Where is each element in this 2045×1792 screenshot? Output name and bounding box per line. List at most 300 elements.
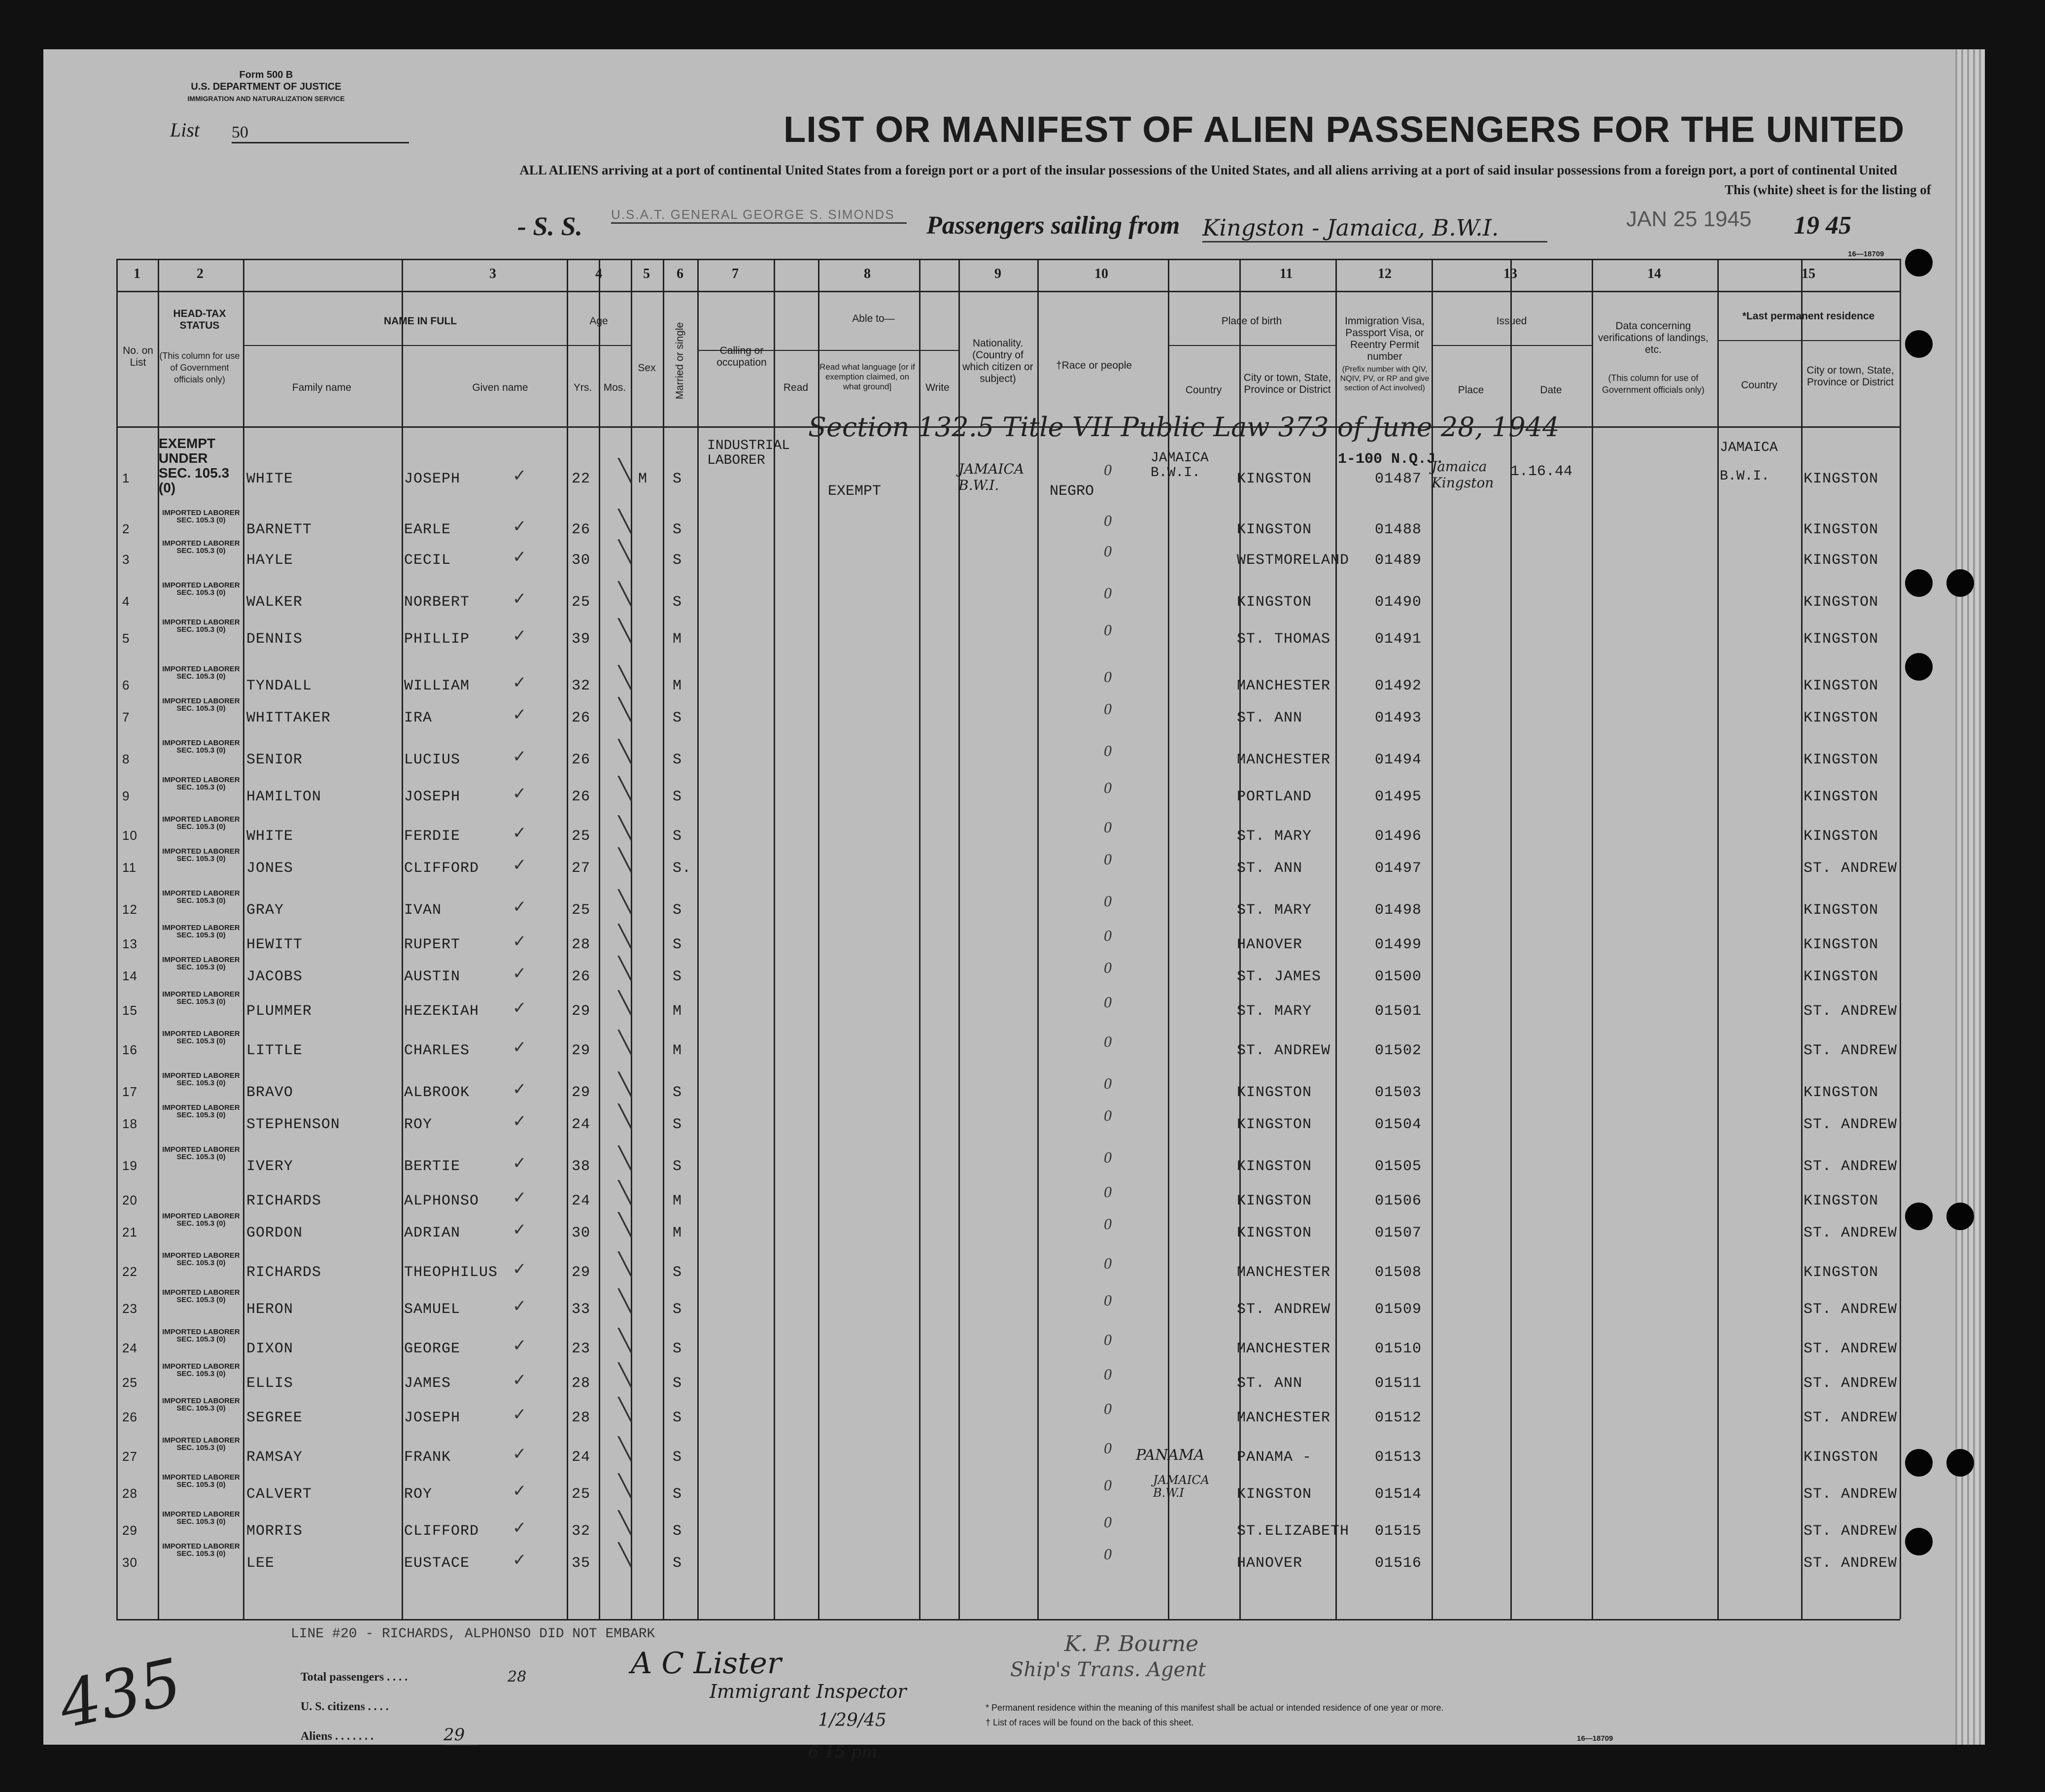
race-mark: 0 [1104, 742, 1112, 759]
birth-city: ST. ANDREW [1237, 1042, 1331, 1059]
header-age: Age [589, 315, 608, 327]
check-mark: ✓ [512, 1221, 527, 1239]
given-name: FERDIE [404, 828, 461, 845]
given-name: EARLE [404, 521, 451, 538]
head-tax-stamp: IMPORTED LABORER SEC. 105.3 (0) [162, 739, 240, 755]
residence-city: ST. ANDREW [1804, 1116, 1898, 1133]
given-name: SAMUEL [404, 1301, 461, 1318]
visa-number: 01498 [1375, 902, 1422, 919]
row-number: 26 [122, 1410, 137, 1424]
header-last-residence: *Last permanent residence [1742, 310, 1875, 322]
header-yrs: Yrs. [573, 382, 592, 393]
check-mark: ✓ [512, 1080, 527, 1099]
marital-status: S [673, 1341, 682, 1357]
race-mark: 0 [1104, 1291, 1112, 1309]
grid-line [1592, 259, 1593, 1619]
age-years: 26 [572, 521, 591, 538]
row-number: 18 [122, 1116, 137, 1131]
grid-line [697, 259, 699, 1619]
check-mark: ✓ [512, 1038, 527, 1057]
row-number: 17 [122, 1084, 137, 1099]
grid-line [919, 259, 920, 1619]
header-given-name: Given name [472, 382, 528, 393]
total-passengers-label: Total passengers . . . . [301, 1671, 408, 1684]
family-name: HERON [246, 1301, 294, 1318]
age-years: 35 [572, 1555, 591, 1572]
margin-number: 435 [52, 1644, 188, 1743]
residence-city: KINGSTON [1804, 1264, 1879, 1281]
header-name-in-full: NAME IN FULL [383, 315, 457, 327]
punch-hole [1905, 1203, 1933, 1230]
residence-city: ST. ANDREW [1804, 1042, 1898, 1059]
punch-hole [1905, 1528, 1933, 1555]
given-name: PHILLIP [404, 631, 470, 648]
marital-status: S. [673, 860, 692, 877]
residence-city: KINGSTON [1804, 1084, 1879, 1101]
age-years: 27 [572, 860, 591, 877]
family-name: RICHARDS [246, 1193, 322, 1209]
marital-status: S [673, 1449, 682, 1466]
birth-city: ST. MARY [1237, 1003, 1312, 1020]
family-name: WALKER [246, 594, 303, 611]
check-mark: ✓ [512, 590, 527, 608]
family-name: DENNIS [246, 631, 303, 648]
family-name: SENIOR [246, 752, 303, 768]
head-tax-stamp: IMPORTED LABORER SEC. 105.3 (0) [162, 1103, 240, 1119]
given-name: JAMES [404, 1375, 451, 1392]
given-name: WILLIAM [404, 678, 470, 694]
race-mark: 0 [1104, 818, 1112, 836]
given-name: THEOPHILUS [404, 1264, 498, 1281]
row-number: 21 [122, 1225, 137, 1240]
given-name: CLIFFORD [404, 1523, 479, 1540]
visa-number: 01502 [1375, 1042, 1422, 1059]
residence-city: ST. ANDREW [1804, 1225, 1898, 1241]
tick-mark: ╲ [618, 1252, 632, 1276]
column-number: 13 [1503, 266, 1517, 281]
race-mark: 0 [1104, 779, 1112, 796]
given-name: RUPERT [404, 936, 461, 953]
birth-city: KINGSTON [1237, 1158, 1312, 1175]
birth-city: KINGSTON [1237, 594, 1312, 611]
form-code: 16—18709 [1848, 250, 1884, 258]
given-name: ALPHONSO [404, 1193, 479, 1209]
header-head-tax-note: (This column for use of Government officials only) [159, 351, 240, 384]
row-number: 19 [122, 1158, 137, 1173]
header-res-city: City or town, State, Province or District [1806, 365, 1894, 388]
check-mark: ✓ [512, 856, 527, 874]
age-years: 26 [572, 752, 591, 768]
given-name: HEZEKIAH [404, 1003, 479, 1020]
visa-number: 01511 [1375, 1375, 1422, 1392]
header-visa-note: (Prefix number with QIV, NQIV, PV, or RP and give section of Act involved) [1340, 365, 1430, 392]
check-mark: ✓ [512, 517, 527, 536]
age-years: 29 [572, 1084, 591, 1101]
given-name: IRA [404, 710, 433, 726]
header-birth-country: Country [1185, 384, 1222, 396]
list-label: List [170, 119, 200, 141]
check-mark: ✓ [512, 1551, 527, 1569]
head-tax-stamp: IMPORTED LABORER SEC. 105.3 (0) [162, 618, 240, 634]
age-years: 26 [572, 968, 591, 985]
age-years: 32 [572, 678, 591, 694]
residence-city: KINGSTON [1804, 902, 1879, 919]
grid-line [1900, 259, 1901, 1619]
family-name: ELLIS [246, 1375, 294, 1392]
tick-mark: ╲ [618, 619, 632, 643]
form-number: Form 500 B [239, 69, 293, 80]
birth-city: KINGSTON [1237, 1116, 1312, 1133]
residence-country-note: JAMAICA B.W.I. [1720, 440, 1778, 484]
punch-hole [1905, 330, 1933, 358]
visa-number: 01494 [1375, 752, 1422, 768]
race-mark: 0 [1104, 1254, 1112, 1272]
row-number: 29 [122, 1523, 137, 1538]
given-name: CECIL [404, 552, 451, 569]
residence-city: ST. ANDREW [1804, 1555, 1898, 1572]
race-mark: 0 [1104, 927, 1112, 944]
birth-city: ST. JAMES [1237, 968, 1322, 985]
grid-line [1510, 259, 1512, 1619]
family-name: LITTLE [246, 1042, 303, 1059]
head-tax-stamp: IMPORTED LABORER SEC. 105.3 (0) [162, 1212, 240, 1228]
header-read: Read [783, 382, 809, 393]
row-number: 9 [122, 789, 130, 803]
age-years: 39 [572, 631, 591, 648]
residence-city: ST. ANDREW [1804, 1523, 1898, 1540]
race-mark: 0 [1104, 461, 1112, 479]
given-name: FRANK [404, 1449, 451, 1466]
row-number: 1 [122, 471, 130, 485]
tick-mark: ╲ [618, 1511, 632, 1535]
punch-hole [1905, 249, 1933, 276]
column-number: 9 [994, 266, 1001, 281]
race-mark: 0 [1104, 1331, 1112, 1348]
birth-city: ST. ANN [1237, 860, 1303, 877]
header-sex: Sex [638, 362, 656, 374]
family-name: GRAY [246, 902, 284, 919]
check-mark: ✓ [512, 1445, 527, 1463]
age-years: 24 [572, 1193, 591, 1209]
marital-status: S [673, 902, 682, 919]
head-tax-stamp: IMPORTED LABORER SEC. 105.3 (0) [162, 1473, 240, 1489]
given-name: ROY [404, 1486, 433, 1503]
residence-city: KINGSTON [1804, 631, 1879, 648]
tick-mark: ╲ [618, 1072, 632, 1097]
tick-mark: ╲ [618, 1213, 632, 1237]
age-years: 29 [572, 1003, 591, 1020]
family-name: HAMILTON [246, 789, 322, 805]
column-number: 14 [1647, 266, 1661, 281]
marital-status: S [673, 471, 682, 487]
row-number: 6 [122, 678, 130, 692]
age-years: 30 [572, 1225, 591, 1241]
punch-hole [1905, 1449, 1933, 1477]
visa-number: 01487 [1375, 471, 1422, 487]
row-number: 15 [122, 1003, 137, 1018]
family-name: BARNETT [246, 521, 312, 538]
marital-status: M [673, 1225, 682, 1241]
column-number: 12 [1378, 266, 1392, 281]
head-tax-stamp: IMPORTED LABORER SEC. 105.3 (0) [162, 1397, 240, 1413]
marital-status: S [673, 1084, 682, 1101]
tick-mark: ╲ [618, 1289, 632, 1313]
age-years: 24 [572, 1449, 591, 1466]
race-mark: 0 [1104, 512, 1112, 529]
birth-city: KINGSTON [1237, 1225, 1312, 1241]
family-name: RAMSAY [246, 1449, 303, 1466]
head-tax-stamp: IMPORTED LABORER SEC. 105.3 (0) [162, 1145, 240, 1161]
marital-status: S [673, 1116, 682, 1133]
grid-line [1335, 259, 1337, 1619]
check-mark: ✓ [512, 965, 527, 983]
header-calling: Calling or occupation [716, 345, 767, 368]
given-name: ALBROOK [404, 1084, 470, 1101]
residence-city: KINGSTON [1804, 710, 1879, 726]
birth-city: WESTMORELAND [1237, 552, 1350, 569]
family-name: RICHARDS [246, 1264, 322, 1281]
row-number: 14 [122, 968, 137, 983]
row-number: 16 [122, 1042, 137, 1057]
family-name: SEGREE [246, 1410, 303, 1426]
visa-number: 01505 [1375, 1158, 1422, 1175]
race-mark: 0 [1104, 850, 1112, 868]
header-landings-note: (This column for use of Government officials only) [1602, 373, 1704, 395]
row-number: 3 [122, 552, 130, 567]
row-number: 24 [122, 1341, 137, 1355]
grid-line [567, 259, 568, 1619]
visa-number: 01503 [1375, 1084, 1422, 1101]
marital-status: S [673, 710, 682, 726]
tick-mark: ╲ [618, 816, 632, 840]
header-nationality: Nationality. (Country of which citizen or subject) [962, 338, 1033, 384]
head-tax-stamp: IMPORTED LABORER SEC. 105.3 (0) [162, 990, 240, 1006]
residence-city: KINGSTON [1804, 594, 1879, 611]
residence-city: ST. ANDREW [1804, 1003, 1898, 1020]
marital-status: S [673, 552, 682, 569]
race-mark: 0 [1104, 621, 1112, 639]
visa-number: 01515 [1375, 1523, 1422, 1540]
aliens-label: Aliens . . . . . . . [301, 1730, 374, 1743]
head-tax-stamp: IMPORTED LABORER SEC. 105.3 (0) [162, 539, 240, 555]
exempt-stamp: EXEMPT UNDER SEC. 105.3 (0) [159, 436, 230, 495]
family-name: JONES [246, 860, 294, 877]
age-years: 22 [572, 471, 591, 487]
header-read-language: Read what language [or if exemption claimed, on what ground] [819, 362, 915, 391]
visa-number: 01512 [1375, 1410, 1422, 1426]
residence-city: ST. ANDREW [1804, 1341, 1898, 1357]
given-name: JOSEPH [404, 1410, 461, 1426]
residence-city: KINGSTON [1804, 936, 1879, 953]
residence-city: ST. ANDREW [1804, 1375, 1898, 1392]
visa-number: 01488 [1375, 521, 1422, 538]
given-name: CLIFFORD [404, 860, 479, 877]
grid-line [818, 259, 819, 1619]
birth-city: MANCHESTER [1237, 1341, 1331, 1357]
header-issued-place: Place [1458, 384, 1484, 396]
head-tax-stamp: IMPORTED LABORER SEC. 105.3 (0) [162, 1436, 240, 1452]
marital-status: S [673, 752, 682, 768]
visa-number: 01500 [1375, 968, 1422, 985]
family-name: JACOBS [246, 968, 303, 985]
header-race: †Race or people [1056, 360, 1132, 371]
age-years: 28 [572, 1410, 591, 1426]
column-number: 6 [677, 266, 683, 281]
family-name: GORDON [246, 1225, 303, 1241]
marital-status: S [673, 1410, 682, 1426]
visa-number: 01497 [1375, 860, 1422, 877]
marital-status: S [673, 789, 682, 805]
family-name: BRAVO [246, 1084, 294, 1101]
residence-city: ST. ANDREW [1804, 1301, 1898, 1318]
marital-status: S [673, 594, 682, 611]
header-married: Married or single [674, 322, 685, 400]
residence-city: KINGSTON [1804, 789, 1879, 805]
marital-status: S [673, 968, 682, 985]
grid-line [663, 259, 664, 1619]
visa-number: 01493 [1375, 710, 1422, 726]
marital-status: S [673, 1375, 682, 1392]
birth-city: KINGSTON [1237, 1084, 1312, 1101]
marital-status: S [673, 1523, 682, 1540]
tick-mark: ╲ [618, 540, 632, 564]
family-name: WHITE [246, 471, 294, 487]
age-years: 30 [572, 552, 591, 569]
race-note: NEGRO [1050, 483, 1094, 500]
header-place-of-birth: Place of birth [1221, 315, 1282, 327]
row-number: 30 [122, 1555, 137, 1570]
birth-city: MANCHESTER [1237, 1264, 1331, 1281]
grid-line [402, 259, 403, 1619]
head-tax-stamp: IMPORTED LABORER SEC. 105.3 (0) [162, 581, 240, 597]
age-years: 25 [572, 1486, 591, 1503]
race-mark: 0 [1104, 584, 1112, 602]
manifest-subtitle: ALL ALIENS arriving at a port of continental United States from a foreign port or a port of the insular possessions of the United States, and all aliens arriving at a port of said insular possessions from a foreign port, a port of continental United [519, 163, 1897, 177]
given-name: JOSEPH [404, 789, 461, 805]
tick-mark: ╲ [618, 1329, 632, 1353]
total-passengers-value: 28 [508, 1668, 527, 1686]
given-name: ADRIAN [404, 1225, 461, 1241]
race-mark: 0 [1104, 1183, 1112, 1201]
visa-number: 01508 [1375, 1264, 1422, 1281]
tick-mark: ╲ [618, 740, 632, 764]
race-mark: 0 [1104, 959, 1112, 976]
service-name: IMMIGRATION AND NATURALIZATION SERVICE [187, 95, 345, 103]
tick-mark: ╲ [618, 1474, 632, 1498]
header-able-to: Able to— [852, 313, 895, 324]
ship-name: U.S.A.T. GENERAL GEORGE S. SIMONDS [611, 207, 907, 224]
check-mark: ✓ [512, 1371, 527, 1389]
residence-city: KINGSTON [1804, 1449, 1879, 1466]
given-name: LUCIUS [404, 752, 461, 768]
tick-mark: ╲ [618, 1104, 632, 1129]
fee-note: 6 15 pm [808, 1742, 878, 1762]
given-name: EUSTACE [404, 1555, 470, 1572]
race-mark: 0 [1104, 668, 1112, 686]
tick-mark: ╲ [618, 1146, 632, 1171]
inspector-date: 1/29/45 [818, 1710, 886, 1730]
header-visa: Immigration Visa, Passport Visa, or Reentry Permit number [1345, 315, 1425, 362]
tick-mark: ╲ [618, 1398, 632, 1422]
race-mark: 0 [1104, 1439, 1112, 1457]
visa-number: 01516 [1375, 1555, 1422, 1572]
row-number: 25 [122, 1375, 137, 1390]
punch-hole [1946, 569, 1974, 597]
occupation: INDUSTRIAL LABORER [707, 438, 790, 468]
check-mark: ✓ [512, 1260, 527, 1278]
grid-line [1717, 259, 1719, 1619]
head-tax-stamp: IMPORTED LABORER SEC. 105.3 (0) [162, 1362, 240, 1378]
residence-city: KINGSTON [1804, 678, 1879, 694]
race-mark: 0 [1104, 1545, 1112, 1563]
department-name: U.S. DEPARTMENT OF JUSTICE [191, 81, 341, 92]
row-number: 11 [122, 860, 136, 875]
birth-city: KINGSTON [1237, 1193, 1312, 1209]
section-note: Section 132.5 Title VII Public Law 373 of June 28, 1944 [808, 412, 1560, 443]
head-tax-stamp: IMPORTED LABORER SEC. 105.3 (0) [162, 815, 240, 831]
race-mark: 0 [1104, 1513, 1112, 1531]
column-number: 5 [643, 266, 650, 281]
ss-label: - S. S. [517, 211, 583, 241]
marital-status: M [673, 1042, 682, 1059]
punch-hole [1905, 653, 1933, 681]
tick-mark: ╲ [618, 777, 632, 801]
marital-status: M [673, 631, 682, 648]
aliens-value: 29 [443, 1725, 478, 1746]
race-mark: 0 [1104, 1215, 1112, 1233]
tick-mark: ╲ [618, 510, 632, 534]
inspector-signature: A C Lister [631, 1646, 782, 1681]
tick-mark: ╲ [618, 890, 632, 914]
visa-number: 01513 [1375, 1449, 1422, 1466]
birth-city: ST. THOMAS [1237, 631, 1331, 648]
visa-number: 01506 [1375, 1193, 1422, 1209]
column-number: 2 [197, 266, 204, 281]
race-mark: 0 [1104, 542, 1112, 560]
row-number: 27 [122, 1449, 137, 1464]
family-name: PLUMMER [246, 1003, 312, 1020]
check-mark: ✓ [512, 1189, 527, 1207]
family-name: LEE [246, 1555, 275, 1572]
check-mark: ✓ [512, 627, 527, 645]
footnote-races: † List of races will be found on the back of this sheet. [986, 1718, 1194, 1727]
residence-city: KINGSTON [1804, 968, 1879, 985]
given-name: CHARLES [404, 1042, 470, 1059]
age-years: 25 [572, 594, 591, 611]
marital-status: S [673, 521, 682, 538]
residence-city: ST. ANDREW [1804, 1158, 1898, 1175]
age-years: 25 [572, 902, 591, 919]
age-years: 26 [572, 710, 591, 726]
race-mark: 0 [1104, 1400, 1112, 1417]
residence-city: ST. ANDREW [1804, 860, 1898, 877]
manifest-subtitle-2: This (white) sheet is for the listing of [1725, 182, 1931, 197]
marital-status: S [673, 1158, 682, 1175]
residence-city: KINGSTON [1804, 471, 1879, 487]
row-number: 23 [122, 1301, 137, 1316]
row-number: 7 [122, 710, 130, 724]
marital-status: M [673, 1193, 682, 1209]
punch-hole [1946, 1449, 1974, 1477]
birth-city: KINGSTON [1237, 1486, 1312, 1503]
marital-status: S [673, 1264, 682, 1281]
agent-title: Ship's Trans. Agent [1010, 1658, 1206, 1681]
age-years: 28 [572, 1375, 591, 1392]
head-tax-stamp: IMPORTED LABORER SEC. 105.3 (0) [162, 847, 240, 863]
row-number: 22 [122, 1264, 137, 1279]
header-no-on-list: No. on List [123, 345, 153, 368]
birth-city: ST. MARY [1237, 902, 1312, 919]
